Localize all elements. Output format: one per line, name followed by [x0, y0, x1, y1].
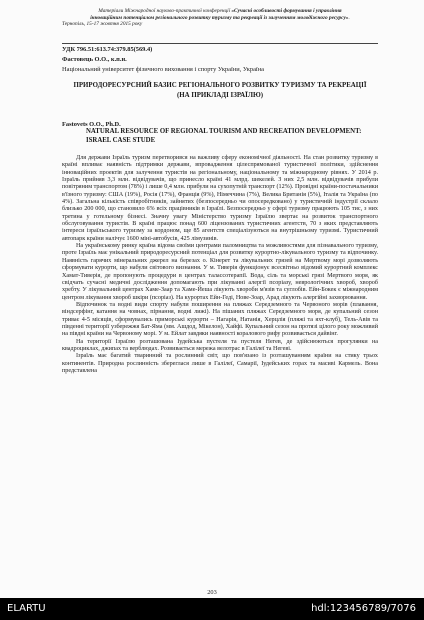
title-uk: ПРИРОДОРЕСУРСНИЙ БАЗИС РЕГІОНАЛЬНОГО РОЗВИТКУ ТУРИЗМУ ТА РЕКРЕАЦІЇ (НА ПРИКЛАДІ ІЗРАЇЛЮ)	[73, 82, 367, 99]
header-line1-bold: «Сучасні особливості формування і управління	[231, 8, 342, 14]
paragraph: На українському ринку країна відома своїми центрами паломництва та можливостями для пізнавального туризму, проте Ізраїль має унікальний природоресурсний потенціал для розвитку курортно-лікувального туризму та відпочинку. Наявність гарячих мінеральних джерел на березах о. Кінерет та лікувальних грязей на Мертвому морі дозволяють сформувати курорти, що набули світового визнання. У м. Тиверія функціонує всесвітньо відомий курортний комплекс Хамат-Тиверія, де пропонують процедури в центрах талассотерапії. Вода, сіль та морські грязі Мертвого моря, як свідчать сучасні медичні дослідження допомагають при лікуванні алергії псоріазу, неврологічних хвороб, хвороб хребту. У лікувальний центрах Хаме-Заар та Хаме-Йеша лікують хвороби м'язів та суглобів. Ейн-Бокек є міжнародним центром лікування хвороб шкіри (псоріаз). На курортах Ейн-Геді, Нове-Зоар, Арад лікують алергійні захворювання.	[62, 243, 378, 301]
header-line1-plain: Матеріали Міжнародної науково-практичної конференції	[98, 8, 232, 14]
author-uk: Фастовець О.О., к.п.н.	[62, 56, 127, 63]
udk-code: УДК 796.51:613.74:379.85(569.4)	[62, 46, 153, 53]
author-en: Fastovets O.O., Ph.D.	[62, 121, 121, 128]
paragraph: Ізраїль має багатий тваринний та рослинний світ, що пов'язано із розташуванням країни на стику трьох континентів. Природна рослинність збереглася лише в Галілеї, Самарії, Іудейських горах та масиві Кармель. Вона представлена	[62, 353, 378, 374]
header-divider	[62, 43, 378, 44]
paragraph: На території Ізраїлю розташована Іудейська пустеля та пустеля Негев, де здійснюються прогулянки на квадроциклах, джипах та верблюдах. Розвивається мережа велотрас в Галілеї та Негеві.	[62, 338, 378, 352]
header-line3: Тернопіль, 15-17 жовтня 2015 року	[62, 21, 143, 28]
affiliation: Національний університет фізичного виховання і спорту України, Україна	[62, 66, 264, 73]
header-line2-bold: інноваційним потенціалом регіонального розвитку туризму та рекреації із залученням молодіжного ресурсу»	[90, 14, 349, 21]
article-body	[62, 155, 378, 375]
paragraph: Відпочинок та водні види спорту набули поширення на пляжах Середземного та Червоного морів (плавання, віндсерфінг, катання на човнах, пірнання, водні лижі). На пішаних пляжах Середземного моря, де купальний сезон триває 4-5 місяців, сформувались приморські курорти – Нагарія, Натанія, Херцлія (пляжі та яхт-клуб), Тель-Авів та південні території узбережжя Бат-Яма (мм. Ашдод, Мікелон), Хайфі. Купальний сезон на протязі цілого року можливий на півдні країни на Червоному морі. У м. Ейлат завдяки наявності коралового рифу розвивається дайвінг.	[62, 301, 378, 338]
conference-header	[62, 8, 378, 28]
footer-left-label: ELARTU	[7, 603, 46, 614]
paragraph: Для держави Ізраїль туризм перетворився на важливу сферу економічної діяльності. На стан розвитку туризму в країні впливає наявність підтримки держави, впровадження цілеспрямованої туристичної політики, здійснення інноваційних проектів для залучення туристів на регіональному, національному та міжнародному рівнях. У 2014 р. Ізраїль прийняв 3,3 млн. відвідувачів, що принесло країні 41 млрд. шекелей. З них 2,5 млн. відвідувачів прибули повітряним транспортом (78%) і лише 0,4 млн. прибули на сухопутній транспорт (12%). Провідні країни-постачальники в'їзного туризму: США (19%), Росія (17%), Франція (9%), Німеччина (7%), Велика Британія (5%), Італія та Україна (по 4%). Загальна кількість співробітників, зайнятих (безпосередньо чи опосередковано) у туристичній індустрії склало близько 200 000, що становило 6% всіх працівників в Ізраїлі. Безпосередньо у сфері туризму працюють 105 тис, з них третина у готельному бізнесі. Значну увагу Міністерство туризму Ізраїлю звертає на розвиток транспортного обслуговування туристів. В країні працює понад 600 ліцензованих туристичних агентств, 70 з яких представляють інтереси ізраїльського туризму за кордоном, ще 85 агентств спеціалізуються на внутрішньому туризмі. Туристичний автопарк країни налічує 1600 міні-автобусів, 425 лімузинів.	[62, 155, 378, 242]
title-en: NATURAL RESOURCE OF REGIONAL TOURISM AND RECREATION DEVELOPMENT: ISRAEL CASE STUDE	[86, 128, 362, 144]
footer-bar	[0, 598, 424, 620]
footer-handle: hdl:123456789/7076	[311, 603, 416, 614]
page-number: 203	[207, 589, 217, 596]
header-line2-plain: .	[348, 14, 350, 21]
